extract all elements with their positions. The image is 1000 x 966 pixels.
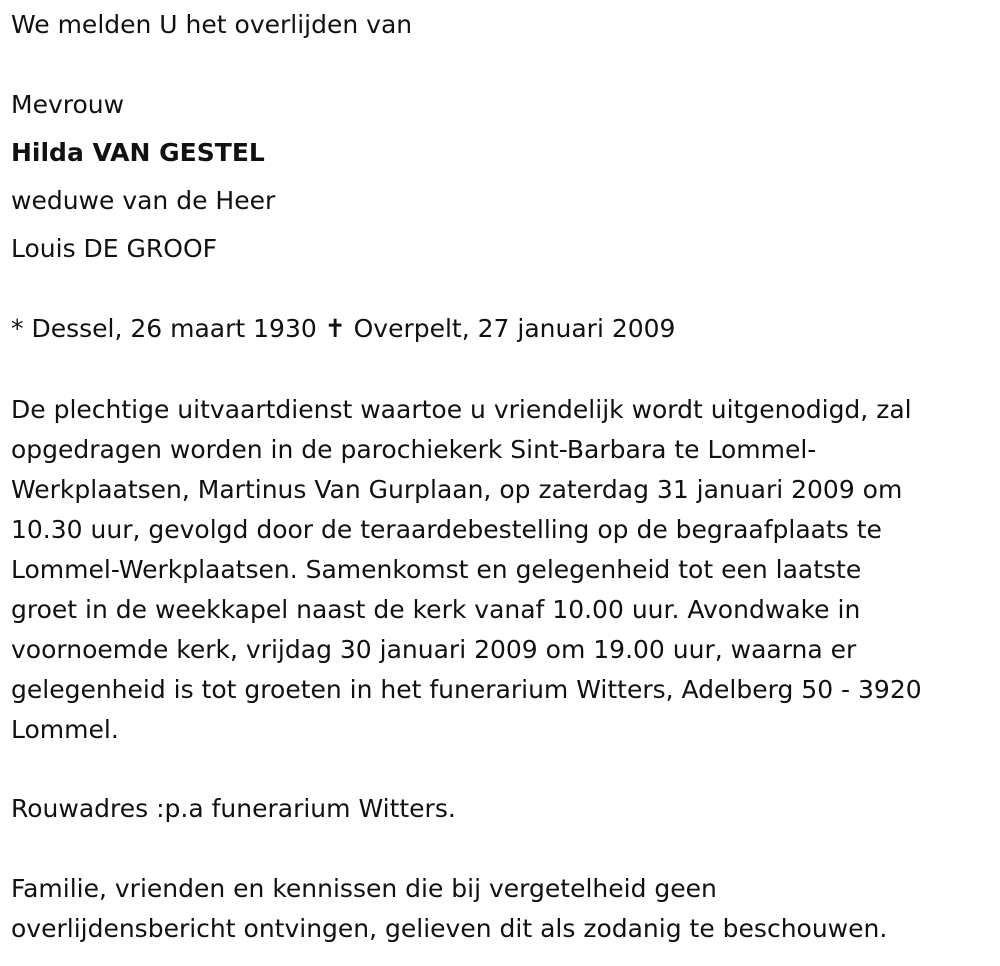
- service-line: opgedragen worden in de parochiekerk Sint-Barbara te Lommel-: [11, 435, 817, 464]
- spouse-name: Louis DE GROOF: [11, 234, 218, 263]
- service-line: gelegenheid is tot groeten in het funerarium Witters, Adelberg 50 - 3920: [11, 675, 922, 704]
- death-date: Overpelt, 27 januari 2009: [353, 314, 676, 343]
- closing-line: Familie, vrienden en kennissen die bij vergetelheid geen: [11, 874, 717, 903]
- intro-text: We melden U het overlijden van: [11, 10, 413, 39]
- deceased-name: Hilda VAN GESTEL: [11, 138, 265, 167]
- closing-paragraph: [11, 869, 996, 949]
- dates-line: [11, 314, 675, 344]
- service-line: Lommel-Werkplaatsen. Samenkomst en gelegenheid tot een laatste: [11, 555, 862, 584]
- title-text: Mevrouw: [11, 90, 125, 119]
- service-line: Lommel.: [11, 715, 119, 744]
- cross-icon: ✝: [324, 314, 346, 343]
- service-line: Werkplaatsen, Martinus Van Gurplaan, op zaterdag 31 januari 2009 om: [11, 475, 903, 504]
- service-line: De plechtige uitvaartdienst waartoe u vriendelijk wordt uitgenodigd, zal: [11, 395, 912, 424]
- service-line: voornoemde kerk, vrijdag 30 januari 2009 om 19.00 uur, waarna er: [11, 635, 857, 664]
- service-line: 10.30 uur, gevolgd door de teraardebestelling op de begraafplaats te: [11, 515, 882, 544]
- service-line: groet in de weekkapel naast de kerk vanaf 10.00 uur. Avondwake in: [11, 595, 861, 624]
- closing-line: overlijdensbericht ontvingen, gelieven dit als zodanig te beschouwen.: [11, 914, 888, 943]
- birth-date: * Dessel, 26 maart 1930: [11, 314, 317, 343]
- service-paragraph: [11, 390, 996, 750]
- relation-text: weduwe van de Heer: [11, 186, 276, 215]
- mourning-address: Rouwadres :p.a funerarium Witters.: [11, 794, 456, 823]
